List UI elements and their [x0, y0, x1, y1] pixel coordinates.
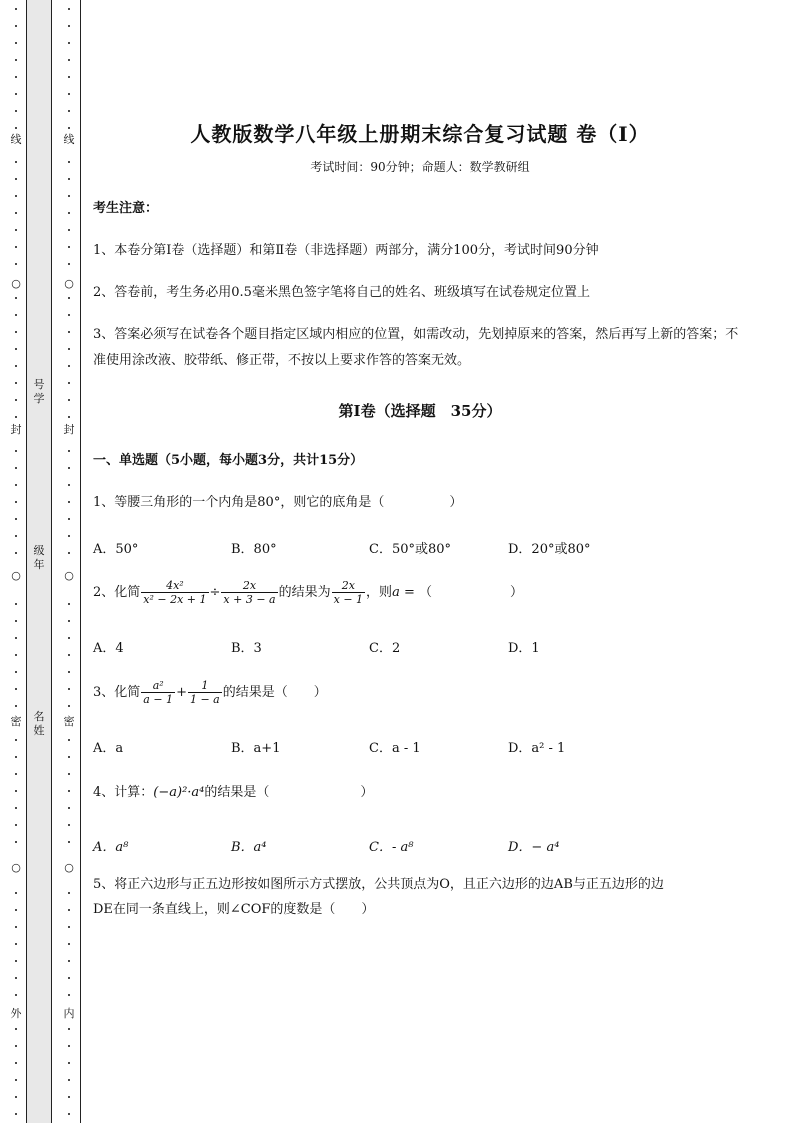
q2-mid-text: 的结果为 — [278, 585, 331, 600]
margin-dot — [15, 943, 17, 945]
margin-mark: 密 — [10, 715, 22, 728]
option-b: B．a⁴ — [231, 840, 267, 855]
binding-margin — [0, 0, 82, 1123]
margin-dot — [68, 110, 70, 112]
margin-dot — [68, 943, 70, 945]
margin-dot — [15, 620, 17, 622]
option-c: C．- a⁸ — [369, 840, 414, 855]
margin-dot — [68, 909, 70, 911]
margin-mark: 外 — [10, 1007, 22, 1020]
notice-item-1: 1、本卷分第Ⅰ卷（选择题）和第Ⅱ卷（非选择题）两部分，满分100分，考试时间90分钟 — [93, 243, 599, 258]
margin-dot — [15, 1113, 17, 1115]
margin-dot — [68, 1028, 70, 1030]
field-name: 名姓 — [33, 710, 45, 737]
margin-dot — [68, 59, 70, 61]
margin-dot — [68, 365, 70, 367]
margin-dot — [15, 348, 17, 350]
q4-expression: (−a)²·a⁴ — [153, 785, 205, 800]
field-student-id: 号学 — [33, 378, 45, 405]
part-heading: 一、单选题（5小题，每小题3分，共计15分） — [93, 453, 364, 468]
margin-mark: ○ — [64, 277, 74, 290]
margin-dot — [68, 229, 70, 231]
margin-dot — [15, 671, 17, 673]
outer-dotted-line — [10, 0, 22, 1123]
margin-dot — [68, 637, 70, 639]
margin-dot — [15, 1045, 17, 1047]
q3-fraction-1 — [141, 679, 175, 706]
margin-dot — [15, 263, 17, 265]
margin-dot — [68, 841, 70, 843]
q3-operator: + — [176, 685, 187, 700]
margin-mark: ○ — [64, 569, 74, 582]
margin-dot — [68, 42, 70, 44]
margin-dot — [68, 93, 70, 95]
margin-dot — [15, 484, 17, 486]
margin-dot — [68, 501, 70, 503]
margin-dot — [68, 331, 70, 333]
q2-variable: a — [392, 585, 400, 600]
margin-dot — [68, 518, 70, 520]
q4-tail: 的结果是（ ） — [204, 785, 374, 800]
margin-dot — [15, 416, 17, 418]
margin-dot — [68, 1062, 70, 1064]
margin-dot — [68, 824, 70, 826]
margin-dot — [15, 926, 17, 928]
margin-dot — [68, 467, 70, 469]
margin-dot — [68, 161, 70, 163]
margin-dot — [15, 977, 17, 979]
inner-dotted-line — [63, 0, 75, 1123]
margin-dot — [15, 365, 17, 367]
q2-f3-denominator: x − 1 — [333, 593, 364, 606]
q2-tail-a: ，则 — [366, 585, 393, 600]
q2-operator: ÷ — [209, 585, 221, 600]
margin-dot — [68, 535, 70, 537]
option-d: D．20°或80° — [508, 542, 591, 557]
margin-dot — [15, 297, 17, 299]
margin-dot — [15, 654, 17, 656]
margin-dot — [15, 331, 17, 333]
margin-dot — [68, 620, 70, 622]
option-c: C．a - 1 — [369, 741, 421, 756]
margin-dot — [68, 8, 70, 10]
q3-f1-numerator: a² — [141, 679, 175, 693]
q2-f2-denominator: x + 3 − a — [223, 593, 276, 606]
margin-dot — [15, 603, 17, 605]
option-b: B．80° — [231, 542, 277, 557]
margin-mark: ○ — [11, 569, 21, 582]
margin-dot — [15, 59, 17, 61]
margin-dot — [15, 909, 17, 911]
option-d: D．1 — [508, 641, 540, 656]
margin-dot — [15, 1062, 17, 1064]
margin-dot — [68, 960, 70, 962]
q2-fraction-3 — [332, 579, 365, 606]
margin-dot — [68, 994, 70, 996]
margin-dot — [68, 552, 70, 554]
question-3-stem — [93, 678, 753, 708]
margin-mark: 封 — [10, 423, 22, 436]
margin-mark: ○ — [11, 861, 21, 874]
margin-dot — [15, 450, 17, 452]
margin-dot — [68, 756, 70, 758]
exam-info: 考试时间：90分钟；命题人：数学教研组 — [310, 160, 530, 174]
notice-item-2: 2、答卷前，考生务必用0.5毫米黑色签字笔将自己的姓名、班级填写在试卷规定位置上 — [93, 285, 590, 300]
margin-dot — [68, 348, 70, 350]
margin-dot — [68, 76, 70, 78]
margin-dot — [68, 399, 70, 401]
field-grade: 级年 — [33, 544, 45, 571]
margin-mark: 线 — [10, 133, 22, 146]
margin-dot — [15, 195, 17, 197]
margin-dot — [15, 552, 17, 554]
q2-f1-numerator: 4x² — [141, 579, 208, 593]
section-title: 第Ⅰ卷（选择题 35分） — [338, 402, 502, 420]
margin-dot — [68, 178, 70, 180]
margin-dot — [68, 892, 70, 894]
q3-prefix: 3、化简 — [93, 685, 141, 700]
margin-dot — [15, 212, 17, 214]
margin-dot — [15, 994, 17, 996]
option-c: C．2 — [369, 641, 401, 656]
margin-dot — [15, 739, 17, 741]
margin-dot — [15, 892, 17, 894]
margin-dot — [15, 637, 17, 639]
q2-tail-b: = （ ） — [399, 585, 523, 600]
option-b: B．3 — [231, 641, 262, 656]
margin-dot — [15, 773, 17, 775]
margin-dot — [68, 705, 70, 707]
margin-dot — [68, 127, 70, 129]
margin-dot — [15, 501, 17, 503]
margin-dot — [15, 1028, 17, 1030]
notice-heading: 考生注意： — [93, 201, 159, 216]
margin-dot — [15, 161, 17, 163]
q2-f3-numerator: 2x — [332, 579, 365, 593]
option-d: D．− a⁴ — [508, 840, 560, 855]
margin-dot — [15, 1079, 17, 1081]
margin-dot — [15, 467, 17, 469]
margin-dot — [68, 297, 70, 299]
margin-dot — [68, 1079, 70, 1081]
margin-mark: 线 — [63, 133, 75, 146]
margin-dot — [68, 688, 70, 690]
question-5-line-2: DE在同一条直线上，则∠COF的度数是（ ） — [93, 902, 375, 917]
margin-dot — [68, 1045, 70, 1047]
margin-mark: 封 — [63, 423, 75, 436]
margin-dot — [68, 263, 70, 265]
margin-dot — [15, 93, 17, 95]
margin-dot — [68, 926, 70, 928]
question-5-line-1: 5、将正六边形与正五边形按如图所示方式摆放，公共顶点为O，且正六边形的边AB与正五边形的边 — [93, 877, 664, 892]
margin-dot — [15, 76, 17, 78]
q2-prefix: 2、化简 — [93, 585, 141, 600]
margin-dot — [68, 807, 70, 809]
option-c: C．50°或80° — [369, 542, 452, 557]
q3-f2-numerator: 1 — [188, 679, 222, 693]
margin-dot — [15, 705, 17, 707]
margin-dot — [15, 807, 17, 809]
margin-rule — [80, 0, 81, 1123]
margin-dot — [68, 314, 70, 316]
q2-fraction-2 — [221, 579, 277, 606]
margin-dot — [15, 25, 17, 27]
option-a: A．4 — [93, 641, 124, 656]
margin-dot — [15, 790, 17, 792]
margin-dot — [15, 314, 17, 316]
margin-dot — [68, 382, 70, 384]
question-4-stem — [93, 780, 753, 806]
margin-dot — [15, 399, 17, 401]
q2-f2-numerator: 2x — [221, 579, 277, 593]
margin-dot — [15, 960, 17, 962]
option-d: D．a² - 1 — [508, 741, 566, 756]
q2-fraction-1 — [141, 579, 208, 606]
page-title: 人教版数学八年级上册期末综合复习试题 卷（Ⅰ） — [190, 122, 650, 146]
margin-mark: 内 — [63, 1007, 75, 1020]
option-b: B．a+1 — [231, 741, 281, 756]
margin-dot — [68, 977, 70, 979]
margin-dot — [15, 229, 17, 231]
margin-dot — [15, 110, 17, 112]
margin-dot — [15, 42, 17, 44]
q3-f2-denominator: 1 − a — [189, 693, 220, 706]
option-a: A．50° — [93, 542, 139, 557]
margin-dot — [68, 790, 70, 792]
margin-dot — [68, 1096, 70, 1098]
margin-dot — [15, 178, 17, 180]
q4-prefix: 4、计算： — [93, 785, 154, 800]
q2-f1-denominator: x² − 2x + 1 — [143, 593, 207, 606]
margin-dot — [15, 841, 17, 843]
q3-fraction-2 — [188, 679, 222, 706]
option-a: A．a⁸ — [93, 840, 129, 855]
margin-dot — [68, 25, 70, 27]
q3-f1-denominator: a − 1 — [143, 693, 174, 706]
margin-dot — [15, 127, 17, 129]
margin-dot — [68, 654, 70, 656]
margin-dot — [68, 603, 70, 605]
margin-dot — [15, 824, 17, 826]
margin-dot — [68, 212, 70, 214]
question-2-stem — [93, 578, 753, 608]
notice-item-3: 3、答案必须写在试卷各个题目指定区域内相应的位置，如需改动，先划掉原来的答案，然后再写上新的答案；不准使用涂改液、胶带纸、修正带，不按以上要求作答的答案无效。 — [93, 327, 739, 368]
margin-dot — [68, 416, 70, 418]
margin-dot — [68, 671, 70, 673]
margin-dot — [15, 518, 17, 520]
margin-dot — [15, 1096, 17, 1098]
margin-dot — [68, 739, 70, 741]
margin-dot — [68, 246, 70, 248]
margin-dot — [68, 484, 70, 486]
margin-dot — [68, 450, 70, 452]
margin-dot — [15, 246, 17, 248]
margin-dot — [15, 688, 17, 690]
margin-dot — [68, 195, 70, 197]
margin-mark: 密 — [63, 715, 75, 728]
question-1-stem: 1、等腰三角形的一个内角是80°，则它的底角是（ ） — [93, 495, 463, 510]
margin-dot — [68, 1113, 70, 1115]
margin-dot — [15, 756, 17, 758]
margin-dot — [15, 535, 17, 537]
margin-dot — [15, 382, 17, 384]
q3-tail: 的结果是（ ） — [222, 685, 327, 700]
margin-mark: ○ — [11, 277, 21, 290]
margin-dot — [15, 8, 17, 10]
option-a: A．a — [93, 741, 124, 756]
margin-dot — [68, 773, 70, 775]
margin-mark: ○ — [64, 861, 74, 874]
